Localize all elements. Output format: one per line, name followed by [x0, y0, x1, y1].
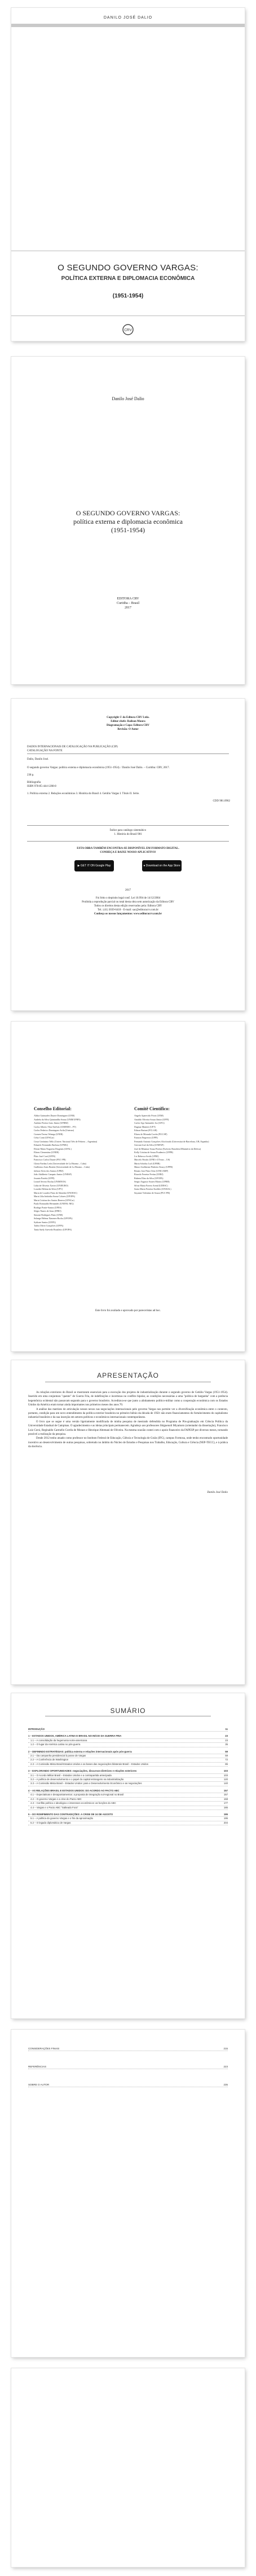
copyright-year: 2017 [125, 889, 131, 892]
board-member: Rodrigo Pratte-Santos (UFES) [34, 1206, 61, 1209]
toc-entry-text: REFERÊNCIAS [28, 2065, 47, 2068]
apresentacao-paragraph: A análise das matrizes de articulação nesses nexos nas negociações internacionais pelo governo Vargas nos permite ver a diversificação econômica entre o contexto, portanto, condição para um novo entendimento da política exterior brasileira no primeiro biênio da década de 1950: não eram financiamentos do fortalecimento do capitalismo industrial brasileiro e da sua inserção em setores políticos e econômicos internacionais contemporâneos. [28, 1408, 228, 1420]
layout-line: Diagramação e Capa: Editora CRV [107, 724, 149, 727]
board-member: Tadeu Oliver Gonçalves (UFPA) [34, 1224, 64, 1227]
board-footer: Este livro foi avaliado e aprovado por pareceristas ad hoc. [95, 1309, 161, 1312]
toc-entry-text: 1.1 – A consolidação da hegemonia norte-americana [30, 1738, 87, 1742]
toc-entry[interactable] [28, 1802, 228, 1806]
committee-member: Fernando Antonio Gonçalves Alcoforado (Universitat de Barcelona, UB, Espanha) [134, 1140, 209, 1143]
board-member: Guillermo Arias Beatón (Universidade de La Havana – Cuba) [34, 1166, 90, 1168]
copyright-line: Copyright © da Editora CRV Ltda. [107, 716, 149, 719]
ebook-note [11, 847, 245, 855]
toc-entry[interactable] [28, 1728, 228, 1732]
toc-entry-text: 3 – EXPLORANDO OPORTUNIDADES: negociações, discursos-diretrizes e relações exteriores [28, 1769, 137, 1773]
toc-entry-page: 35 [225, 1743, 228, 1746]
committee-member: Dagmar Manieri (UFT) [134, 1125, 156, 1128]
toc-entry-page: 195 [223, 1812, 228, 1816]
board-member: Tania Suely Azevedo Brasileiro (UFOPA) [34, 1228, 72, 1231]
legal-line: Conheça os nossos lançamentos: www.editoracrv.com.br [94, 913, 162, 915]
toc-entry[interactable] [28, 1750, 228, 1754]
title-page [11, 357, 245, 684]
committee-member: Arnaldo Oliveira Souza Júnior (UFPI) [134, 1118, 169, 1121]
committee-member: Elizeu de Miranda Corrêa (PUC/SP) [134, 1132, 167, 1136]
board-member: Andréia da Silva Quintanilha Sousa (UNIR/UFRN) [34, 1118, 81, 1121]
board-member: Elione Maria Nogueira Diogenes (UFAL) [34, 1147, 72, 1150]
summary-page [11, 1693, 245, 2018]
board-left-title: Conselho Editorial: [34, 1106, 72, 1111]
committee-member: Liv Rebecca Sovik (UFRJ) [134, 1154, 159, 1158]
toc-entry-page: 168 [223, 1797, 228, 1800]
table-of-contents [28, 1725, 228, 1825]
apple-icon: ● [143, 864, 145, 868]
toc-entry-text: INTRODUÇÃO [28, 1728, 45, 1731]
toc-entry-text: 5.2 – O legado diplomático de Vargas [30, 1821, 71, 1824]
summary-title: SUMÁRIO [110, 1707, 146, 1715]
toc-entry-page: 195 [223, 1817, 228, 1820]
board-member: Simone Rodrigues Pinto (UNB) [34, 1213, 63, 1216]
board-member: Lourdes Helena da Silva (UFV) [34, 1188, 63, 1190]
board-member: Sydione Santos (UEPG) [34, 1220, 56, 1224]
copyright-page [11, 699, 245, 1010]
toc-entry-text: 4.2 – O governo Vargas e a crise do Pacto ABC [30, 1797, 82, 1800]
toc-entry[interactable] [28, 1817, 228, 1821]
board-member: Antônio Pereira Gaio Júnior (UFRRJ) [34, 1121, 68, 1124]
editor-line: Editor-chefe: Railson Moura [111, 720, 145, 723]
board-left-list [34, 1114, 129, 1232]
toc-entry[interactable] [28, 1778, 228, 1782]
toc-entry[interactable] [28, 1789, 228, 1793]
copyright-credits [11, 716, 245, 731]
toc-entry-page: 223 [223, 2065, 228, 2068]
publisher-year: 2017 [125, 606, 131, 610]
apresentacao-page [11, 1360, 245, 1684]
toc-entry[interactable] [28, 1821, 228, 1825]
toc-entry-text: SOBRE O AUTOR [28, 2083, 50, 2086]
cip-entry: Bibliografia [27, 781, 41, 784]
committee-member: Rubens Elias da Silva (UFOPA) [134, 1176, 164, 1180]
google-play-badge[interactable] [74, 860, 114, 871]
google-play-label: GET IT ON Google Play [80, 864, 111, 868]
board-member: Carlos Federico Dominguez Avila (Unieuro) [34, 1129, 74, 1132]
toc-entry-page: 177 [223, 1802, 228, 1805]
title-page-title [11, 509, 245, 535]
board-member: Carmen Tereza Velanga (UNIR) [34, 1132, 63, 1136]
crv-logo-icon [120, 324, 136, 335]
toc-entry-page: 235 [223, 2083, 228, 2086]
toc-entry-text: 2.3 – A Comissão Mista Brasil-Estados Unidos e as bases das negociações bilaterais Brasil – Estados Unidos [30, 1762, 148, 1765]
toc-entry-text: 4.4 – Vargas e o Pacto ABC "Salteado Fora" [30, 1806, 78, 1809]
toc-entry-text: 2 – DEFININDO ESTRATÉGIAS: política externa e relações internacionais após pós-guerra [28, 1750, 132, 1753]
committee-member: Sergio Augusto Soares Mattos (UFRB) [134, 1180, 170, 1183]
toc-entry[interactable] [28, 2065, 228, 2069]
toc-entry-page: 23 [225, 1734, 228, 1738]
toc-entry[interactable] [28, 1782, 228, 1786]
legal-line: Proibida a reprodução parcial ou total desta obra sem autorização da Editora CRV [82, 901, 174, 904]
board-member: Celso Conti (UFSCar) [34, 1136, 54, 1139]
ebook-note-line: CONHEÇA E BAIXE NOSSO APLICATIVO! [100, 851, 156, 854]
board-member: Sérgio Nunes de Jesus (IFRO) [34, 1210, 61, 1212]
board-member: Francisco Carlos Duarte (PUC-PR) [34, 1158, 66, 1161]
committee-member: Sonia Maria Ferreira Koehler (UNISAL) [134, 1188, 171, 1190]
toc-entry[interactable] [28, 1793, 228, 1797]
toc-entry-text: 4 – AS RELAÇÕES BRASIL E ESTADOS UNIDOS: DO ACORDO AO PACTO ABC [28, 1789, 120, 1792]
toc-entry-page: 103 [223, 1773, 228, 1777]
toc-entry-text: 5 – DO ROMPIMENTO DAS CONTRADIÇÕES: A CRISE DE 24 DE AGOSTO [28, 1812, 113, 1816]
board-member: Maria de Lourdes Pinto de Almeida (UNOESC) [34, 1191, 77, 1194]
committee-member: Maria Schirley Luft (UFRR) [134, 1162, 160, 1165]
blank-page [11, 2368, 245, 2567]
board-right-list [134, 1114, 229, 1195]
board-member: Aldira Guimarães Duarte Domínguez (UNB) [34, 1114, 75, 1117]
cip-entry: 1. Política externa 2. Relações econômicas 3. História do Brasil 4. Getúlio Vargas I. Título II. Série. [27, 792, 140, 795]
toc-entry-page: 86 [225, 1762, 228, 1765]
toc-entry-page: 11 [225, 1728, 228, 1731]
committee-member: Giovani José da Silva (UNIFAP) [134, 1144, 164, 1146]
board-member: Solange Helena Ximenes-Rocha (UFOPA) [34, 1217, 73, 1220]
legal-line: Todos os direitos desta edição reservados pela: Editora CRV [94, 905, 162, 908]
committee-member: Kelly Cristina de Souza Prudencio (UFPR) [134, 1151, 173, 1154]
board-member: Maria Cristina dos Santos Bezerra (UFSCar) [34, 1198, 74, 1202]
toc-entry-text: 2.1 – Da campanha presidencial à posse de Vargas [30, 1754, 86, 1758]
cover-title-box [11, 251, 245, 316]
toc-entry-page: 157 [223, 1789, 228, 1792]
toc-entry-text: 3.3 – A Comissão Mista Brasil – Estados Unidos: para o Desenvolvimento Econômico e as negociações [30, 1782, 142, 1785]
review-line: Revisão: O Autor [117, 728, 139, 731]
toc-entry[interactable] [28, 1813, 228, 1817]
toc-entry[interactable] [28, 1769, 228, 1773]
toc-entry-page: 140 [223, 1782, 228, 1785]
toc-entry-page: 59 [225, 1754, 228, 1758]
board-member: Paulo Romualdo Hernandes (UNIFAL-MG) [34, 1202, 74, 1205]
cip-index-title: Índice para catálogo sistemático [109, 829, 147, 832]
board-member: Élsio José Corá (UFFS) [34, 1154, 56, 1158]
committee-member: Ricardo Ferreira Freitas (UERJ) [134, 1173, 164, 1176]
toc-entry[interactable] [28, 1743, 228, 1747]
toc-entry[interactable] [28, 1763, 228, 1767]
toc-entry-page: 157 [223, 1793, 228, 1797]
toc-entry-page: 23 [225, 1738, 228, 1742]
toc-entry[interactable] [28, 2047, 228, 2051]
cover-rule [11, 24, 245, 27]
back-matter-page [11, 2030, 245, 2357]
cover-title: O SEGUNDO GOVERNO VARGAS: [58, 263, 198, 273]
cip-rule-mid [27, 825, 229, 826]
apresentacao-title: APRESENTAÇÃO [97, 1372, 159, 1379]
board-member: Eduardo Fernandes Barbosa (UFMG) [34, 1144, 68, 1146]
board-member: Leonel Severo Rocha (UNISINOS) [34, 1180, 66, 1183]
toc-entry-page: 59 [225, 1750, 228, 1753]
toc-entry[interactable] [28, 1806, 228, 1810]
toc-entry-text: 1 – ESTADOS UNIDOS, AMÉRICA LATINA E BRASIL NO INÍCIO DA GUERRA FRIA [28, 1734, 122, 1738]
apresentacao-paragraph: O livro que se segue é uma versão ligeiramente modificada de minha pesquisa de mestrado defendida no Programa de Pós-graduação em Ciência Política da Universidade Estadual de Campinas. O agradecimento e as ideias principais permanecem. Agradeço aos professores Shiguenoli Miyamoto (orientador da dissertação), Francisco Luiz Corsi, Reginaldo Carmello Corrêa de Moraes e Henrique Altemani de Oliveira. Na mesma ocasião contei com o apoio financeiro da FAPESP por diversos meses, tornando possível a realização da pesquisa. [28, 1420, 228, 1436]
cip-index-entry: 1. História do Brasil 981 [114, 833, 142, 836]
cip-subtitle: CATALOGAÇÃO NA FONTE [27, 750, 63, 752]
toc-entry-text: 3.2 – A política de desenvolvimento e o papel do capital estrangeiro na industrialização [30, 1778, 124, 1781]
cip-record [27, 757, 230, 803]
toc-entry-text: 5.1 – A política do governo Vargas e o fim da aproximação [30, 1817, 93, 1820]
committee-member: Edison Bariani (FCLAR) [134, 1129, 157, 1132]
google-play-icon: ▶ [77, 864, 80, 868]
toc-entry-text: 4.1 – Expectativas e desapontamentos: a proposta de integração sul-regional no Brasil [30, 1793, 124, 1797]
committee-member: Fauston Negreiros (UFPI) [134, 1136, 158, 1139]
toc-entry[interactable] [28, 1734, 228, 1738]
cover-years: (1951-1954) [112, 293, 144, 299]
title-page-author: Danilo José Dalio [112, 396, 144, 401]
cip-entry: 238 p. [27, 774, 34, 777]
cip-rule-bottom [27, 841, 229, 842]
board-page [11, 1022, 245, 1351]
committee-member: Angelo Aparecido Priori (UEM) [134, 1114, 164, 1117]
committee-member: Carlos Ugo Santander Joo (UFG) [134, 1121, 165, 1124]
legal-line: Tel.: (41) 3039-6418 - E-mail: sac@editoracrv.com.br [97, 909, 159, 912]
committee-member: José de Ribamar Sousa Pereira (Exército Brasileiro/Ministério da Defesa) [134, 1147, 201, 1150]
board-right-title: Comitê Científico: [134, 1106, 170, 1111]
board-member: João Adalberto Campato Junior (UNESP) [34, 1173, 72, 1176]
board-member: Carlos Alberto Vilar Estêvão (UMINHO – PT) [34, 1125, 76, 1128]
title-line-1: O SEGUNDO GOVERNO VARGAS: [76, 509, 180, 517]
toc-entry-text: 2.2 – A Conferência de Washington [30, 1758, 69, 1762]
toc-entry-text: 3.1 – O Acordo Militar Brasil – Estados Unidos e a contrapartida antecipada [30, 1773, 112, 1777]
legal-line: Foi feito o depósito legal conf. Lei 10.994 de 14/12/2004 [95, 897, 161, 900]
board-member: Maria Lília Imbiriba Sousa Colares (UFOPA) [34, 1195, 76, 1198]
cover-subtitle: POLÍTICA EXTERNA E DIPLOMACIA ECONÔMICA [61, 275, 195, 282]
committee-member: Renato Jose Pinto Ortiz (UNICAMP) [134, 1169, 168, 1172]
app-store-badge[interactable] [142, 860, 182, 871]
toc-entry-page: 204 [223, 1821, 228, 1824]
board-member: Jailson Alves dos Santos (UFRJ) [34, 1169, 64, 1172]
legal-notes [11, 896, 245, 916]
apresentacao-signature: Danilo José Dalio [207, 1491, 228, 1494]
crv-logo-text: CRV [124, 328, 132, 332]
cip-entry: Dalio, Danilo José. [27, 758, 49, 761]
committee-member: Marcelo Paixão (UFRJ e UTexas – US) [134, 1158, 170, 1161]
cip-header [27, 745, 230, 753]
board-member: Josania Portela (UFPI) [34, 1176, 55, 1180]
toc-entry[interactable] [28, 1774, 228, 1778]
toc-entry[interactable] [28, 1739, 228, 1743]
title-page-publisher [11, 597, 245, 610]
board-member: Elizeu Clementino (UNEB) [34, 1151, 59, 1154]
publisher-city: Curitiba – Brasil [117, 602, 139, 605]
toc-entry[interactable] [28, 1758, 228, 1762]
toc-entry-text: 4.3 – Conflito político e ideológico e interesses econômicos: as funções do ABC [30, 1802, 116, 1805]
toc-entry-page: 72 [225, 1758, 228, 1762]
cip-isbn: ISBN 978-85-444-1208-8 [27, 785, 56, 788]
cip-index-note [11, 829, 245, 836]
ebook-note-line: ESTA OBRA TAMBÉM ENCONTRA-SE DISPONÍVEL EM FORMATO DIGITAL. [77, 847, 179, 850]
committee-member: Suyanne Tolentino de Souza (PUC-PR) [134, 1191, 170, 1194]
publisher-name: EDITORA CRV [117, 597, 139, 601]
toc-entry-text: 1.2 – O lugar da América Latina no pós-guerra [30, 1743, 81, 1746]
committee-member: Silvia Maria Favero Arend (UDESC) [134, 1184, 168, 1187]
board-member: Lídia de Oliveira Xavier (UNIEURO) [34, 1184, 68, 1187]
cip-rule-top [27, 753, 229, 754]
toc-entry-page: 185 [223, 1806, 228, 1809]
cover-author: DANILO JOSÉ DALIO [103, 16, 153, 20]
cip-cdd: CDD 981.0962 [213, 800, 230, 803]
committee-member: Mauro Guilherme Pinheiro Koury (UFPB) [134, 1166, 173, 1168]
toc-entry-page: 120 [223, 1778, 228, 1781]
toc-entry[interactable] [28, 1754, 228, 1758]
back-matter-toc [28, 2047, 228, 2101]
toc-entry-text: CONSIDERAÇÕES FINAIS [28, 2047, 60, 2050]
cip-entry: O segundo governo Vargas: política externa e diplomacia econômica (1951-1954). / Danilo José Dalio. – Curitiba: CRV, 2017. [27, 766, 170, 769]
board-member: Gloria Fariñas León (Universidade de La Havana – Cuba) [34, 1162, 86, 1165]
cover-page [11, 8, 245, 341]
toc-entry-page: 103 [223, 1769, 228, 1773]
toc-entry[interactable] [28, 1798, 228, 1802]
apresentacao-paragraph: Desde 2012 tenho atuado como professor no Instituto Federal de Educação, Ciência e Tecnologia de Goiás (IFG), campus Formosa, onde tenho encontrado oportunidade incentivo ao desenvolvimento de outras pesquisas, sobretudo no âmbito do Núcleo de Estudos e Pesquisas nos Trabalho, Educação, Cultura e Ciência (NEP-TECC), e à prática da docência. [28, 1437, 228, 1449]
app-store-label: Download on the App Store [145, 864, 180, 868]
apresentacao-paragraph: As relações exteriores do Brasil se mostraram essenciais para a execução dos projetos de industrialização durante o segundo governo de Getúlio Vargas (1951-1954). Inserido em uma conjuntura "quente" de Guerra Fria, de indefinições e incertezas no conflito bipolar, as condições necessárias a uma "política de barganha" com a potência hegemônica ocidental não passavam segundo para o governo brasileiro. Acreditava-se que junto a alinhamento político-militar como a cooperação econômica com os Estados Unidos da América eram tornar ainda importantes nos primeiros meses dos anos 70. [28, 1391, 228, 1407]
apresentacao-text [28, 1391, 228, 1449]
cip-title: DADOS INTERNACIONAIS DE CATALOGAÇÃO NA PUBLICAÇÃO (CIP) [27, 746, 118, 748]
toc-entry[interactable] [28, 2083, 228, 2087]
board-member: Cesar Gerónimo Tello (Univer. Nacional Três de Febrero – Argentina) [34, 1140, 98, 1143]
title-line-3: (1951-1954) [111, 526, 145, 534]
title-line-2: política externa e diplomacia econômica [73, 518, 183, 525]
toc-entry-page: 215 [223, 2047, 228, 2050]
